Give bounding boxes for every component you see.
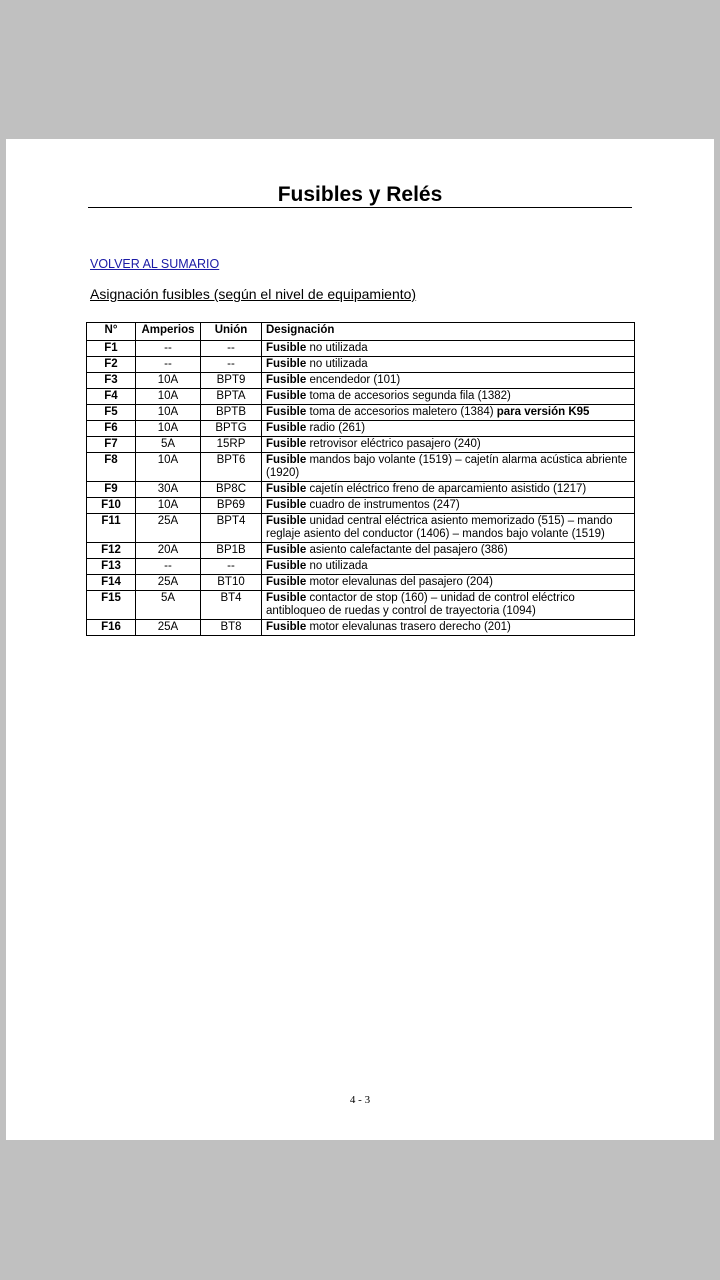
fuse-number: F15 (87, 591, 136, 620)
fuse-amperage: 10A (136, 389, 201, 405)
fuse-number: F6 (87, 421, 136, 437)
fuse-union: -- (201, 341, 262, 357)
fusible-label: Fusible (266, 499, 307, 511)
table-row (87, 453, 635, 482)
fuse-designation (262, 341, 635, 357)
fuse-designation (262, 389, 635, 405)
fuse-union: BPTA (201, 389, 262, 405)
fuse-designation (262, 591, 635, 620)
fusible-label: Fusible (266, 621, 307, 633)
fuse-amperage: 25A (136, 575, 201, 591)
fuse-number: F3 (87, 373, 136, 389)
fuse-amperage: 30A (136, 482, 201, 498)
header-union: Unión (201, 323, 262, 341)
fuse-union: BPTB (201, 405, 262, 421)
fuse-description: motor elevalunas trasero derecho (201) (309, 621, 511, 633)
fuse-designation (262, 575, 635, 591)
fusible-label: Fusible (266, 390, 307, 402)
fuse-amperage: 20A (136, 543, 201, 559)
fuse-number: F14 (87, 575, 136, 591)
fuse-description: no utilizada (309, 358, 368, 370)
fuse-number: F10 (87, 498, 136, 514)
fusible-label: Fusible (266, 422, 307, 434)
table-row (87, 559, 635, 575)
table-header-row (87, 323, 635, 341)
fuse-description: motor elevalunas del pasajero (204) (309, 576, 493, 588)
fuse-number: F2 (87, 357, 136, 373)
fuse-amperage: -- (136, 559, 201, 575)
fuse-union: -- (201, 559, 262, 575)
fuse-designation (262, 453, 635, 482)
table-row (87, 514, 635, 543)
fuse-union: BPT6 (201, 453, 262, 482)
title-underline (88, 207, 632, 208)
fuse-description: unidad central eléctrica asiento memorizado (515) – mando reglaje asiento del conductor (1406) – mandos bajo volante (1519) (266, 515, 613, 540)
fuse-description: no utilizada (309, 342, 368, 354)
fusible-label: Fusible (266, 454, 307, 466)
table-row (87, 575, 635, 591)
fusible-label: Fusible (266, 544, 307, 556)
fuse-designation (262, 559, 635, 575)
fuse-designation (262, 620, 635, 636)
fuse-union: BP1B (201, 543, 262, 559)
fuse-description: toma de accesorios maletero (1384) (309, 406, 494, 418)
fuse-number: F5 (87, 405, 136, 421)
fusible-label: Fusible (266, 483, 307, 495)
fuse-number: F1 (87, 341, 136, 357)
fuse-designation (262, 437, 635, 453)
fuse-union: 15RP (201, 437, 262, 453)
page-number: 4 - 3 (349, 1094, 371, 1106)
fuse-union: BPT9 (201, 373, 262, 389)
fuse-union: BPT4 (201, 514, 262, 543)
fuse-amperage: 10A (136, 421, 201, 437)
fuse-description: toma de accesorios segunda fila (1382) (309, 390, 511, 402)
table-row (87, 482, 635, 498)
fuse-union: BT8 (201, 620, 262, 636)
fuse-union: BT10 (201, 575, 262, 591)
fuse-designation (262, 514, 635, 543)
fuse-amperage: -- (136, 341, 201, 357)
table-row (87, 389, 635, 405)
fuse-amperage: 10A (136, 453, 201, 482)
header-num: N° (87, 323, 136, 341)
table-row (87, 543, 635, 559)
fuse-table-body (87, 341, 635, 636)
table-row (87, 620, 635, 636)
section-subtitle: Asignación fusibles (según el nivel de equipamiento) (90, 286, 417, 302)
fuse-version-note: para versión K95 (496, 406, 590, 418)
table-row (87, 341, 635, 357)
fuse-union: BP8C (201, 482, 262, 498)
fusible-label: Fusible (266, 358, 307, 370)
fuse-amperage: 25A (136, 514, 201, 543)
table-row (87, 421, 635, 437)
fuse-designation (262, 498, 635, 514)
fuse-amperage: 5A (136, 437, 201, 453)
fuse-designation (262, 373, 635, 389)
header-designacion: Designación (262, 323, 635, 341)
fuse-amperage: -- (136, 357, 201, 373)
page-title: Fusibles y Relés (277, 183, 443, 206)
fuse-amperage: 5A (136, 591, 201, 620)
fuse-union: BP69 (201, 498, 262, 514)
fusible-label: Fusible (266, 406, 307, 418)
fuse-number: F7 (87, 437, 136, 453)
table-row (87, 437, 635, 453)
fuse-description: cuadro de instrumentos (247) (309, 499, 460, 511)
fuse-description: contactor de stop (160) – unidad de control eléctrico antibloqueo de ruedas y control de trayectoria (1094) (266, 592, 575, 617)
table-row (87, 498, 635, 514)
fusible-label: Fusible (266, 576, 307, 588)
back-to-summary-link[interactable]: VOLVER AL SUMARIO (90, 257, 220, 271)
table-row (87, 405, 635, 421)
fuse-designation (262, 405, 635, 421)
fuse-amperage: 10A (136, 498, 201, 514)
fusible-label: Fusible (266, 592, 307, 604)
fuse-number: F8 (87, 453, 136, 482)
fuse-designation (262, 421, 635, 437)
fusible-label: Fusible (266, 342, 307, 354)
fuse-description: no utilizada (309, 560, 368, 572)
fuse-amperage: 10A (136, 405, 201, 421)
fuse-table (86, 322, 635, 636)
table-row (87, 373, 635, 389)
table-row (87, 357, 635, 373)
document-page (6, 139, 714, 1140)
fuse-number: F12 (87, 543, 136, 559)
fuse-union: BT4 (201, 591, 262, 620)
fuse-number: F16 (87, 620, 136, 636)
fuse-description: cajetín eléctrico freno de aparcamiento asistido (1217) (309, 483, 587, 495)
fuse-union: BPTG (201, 421, 262, 437)
fuse-number: F4 (87, 389, 136, 405)
fuse-number: F9 (87, 482, 136, 498)
fuse-amperage: 10A (136, 373, 201, 389)
fuse-description: retrovisor eléctrico pasajero (240) (309, 438, 481, 450)
fuse-description: encendedor (101) (309, 374, 401, 386)
table-row (87, 591, 635, 620)
fusible-label: Fusible (266, 560, 307, 572)
fuse-description: radio (261) (309, 422, 366, 434)
fuse-description: mandos bajo volante (1519) – cajetín alarma acústica abriente (1920) (266, 454, 628, 479)
header-amperios: Amperios (136, 323, 201, 341)
fusible-label: Fusible (266, 374, 307, 386)
fuse-description: asiento calefactante del pasajero (386) (309, 544, 508, 556)
fuse-designation (262, 482, 635, 498)
fuse-number: F11 (87, 514, 136, 543)
fuse-designation (262, 543, 635, 559)
fusible-label: Fusible (266, 515, 307, 527)
fuse-designation (262, 357, 635, 373)
fuse-amperage: 25A (136, 620, 201, 636)
fuse-number: F13 (87, 559, 136, 575)
fuse-union: -- (201, 357, 262, 373)
fusible-label: Fusible (266, 438, 307, 450)
